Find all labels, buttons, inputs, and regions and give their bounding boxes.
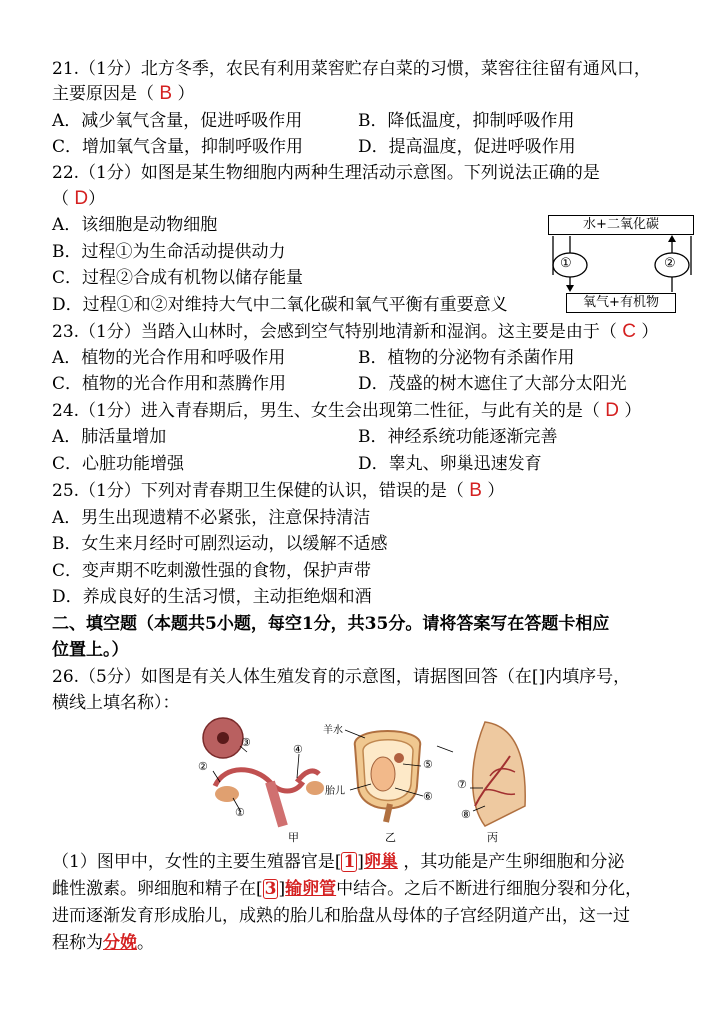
q23-option-a: A．植物的光合作用和呼吸作用 [52,348,286,368]
q24-option-c: C．心脏功能增强 [52,454,185,474]
fig-num-2: ② [198,760,208,773]
fig-num-6: ⑥ [423,790,433,803]
fig-num-8: ⑧ [461,808,471,821]
q21-option-b: B．降低温度，抑制呼吸作用 [358,111,575,131]
fig-num-5: ⑤ [423,758,433,771]
q23-answer: C [622,321,636,342]
q26-part1-line3: 进而逐渐发育形成胎儿，成熟的胎儿和胎盘从母体的子宫经阴道产出，这一过 [52,906,630,926]
q21-stem: 21.（1分）北方冬季，农民有利用菜窖贮存白菜的习惯，菜窖往往留有通风口， [52,59,651,79]
q26-figure [185,716,530,844]
q26-answer-2-number: 3 [264,879,277,899]
q22-option-a: A．该细胞是动物细胞 [52,215,218,235]
q22-option-c: C．过程②合成有机物以储存能量 [52,268,304,288]
fig-num-1: ① [235,806,245,819]
q22-answer: D [74,188,89,209]
q23-option-b: B．植物的分泌物有杀菌作用 [358,348,575,368]
q25-option-b: B．女生来月经时可剧烈运动，以缓解不适感 [52,534,388,554]
q26-stem: 26.（5分）如图是有关人体生殖发育的示意图，请据图回答（在[]内填序号， [52,667,631,687]
fig-num-3: ③ [241,736,251,749]
fig-caption-yi: 乙 [385,831,396,844]
q26-part1-line2: 雌性激素。卵细胞和精子在[ 3 ]输卵管中结合。之后不断进行细胞分裂和分化， [52,879,643,899]
fig-caption-bing: 丙 [487,831,498,844]
q21-answer: B [159,83,173,104]
q23-option-c: C．植物的光合作用和蒸腾作用 [52,374,287,394]
q21-option-c: C．增加氧气含量，抑制呼吸作用 [52,137,304,157]
fig-caption-jia: 甲 [288,831,299,844]
q24-option-d: D．睾丸、卵巢迅速发育 [358,454,542,474]
q25-option-a: A．男生出现遗精不必紧张，注意保持清洁 [52,508,371,528]
diagram-bottom-box: 氧气+有机物 [566,293,676,313]
fig-num-4: ④ [293,743,303,756]
q23-option-d: D．茂盛的树木遮住了大部分太阳光 [358,374,627,394]
q26-answer-3: 分娩 [103,933,137,953]
q22-option-b: B．过程①为生命活动提供动力 [52,242,286,262]
q25-option-c: C．变声期不吃刺激性强的食物，保护声带 [52,561,372,581]
fig-label-fetus: 胎儿 [325,786,345,797]
diagram-top-box: 水+二氧化碳 [548,215,694,235]
q25-answer: B [469,480,482,501]
q25-stem: 25.（1分）下列对青春期卫生保健的认识，错误的是（ B ） [52,480,505,501]
q26-answer-2-name: 输卵管 [285,879,337,899]
section2-heading-line2: 位置上。） [52,640,129,660]
q22-diagram [548,215,696,315]
q24-option-a: A．肺活量增加 [52,427,167,447]
fig-num-7: ⑦ [457,778,467,791]
q22-stem-line2: （ D） [52,188,106,209]
q24-answer: D [605,400,619,421]
q26-part1-line4: 程称为分娩。 [52,933,154,953]
q24-stem: 24.（1分）进入青春期后，男生、女生会出现第二性征，与此有关的是（ D ） [52,400,642,421]
diagram-label-1: ① [560,256,572,271]
q26-answer-1-number: 1 [343,852,356,872]
q25-option-d: D．养成良好的生活习惯，主动拒绝烟和酒 [52,587,372,607]
q23-stem: 23.（1分）当踏入山林时，会感到空气特别地清新和湿润。这主要是由于（ C ） [52,321,659,342]
q26-part1-line1: （1）图甲中，女性的主要生殖器官是[ 1 ]卵巢 ，其功能是产生卵细胞和分泌 [52,852,625,872]
diagram-label-2: ② [664,256,676,271]
q26-stem-line2: 横线上填名称）： [52,693,180,713]
q26-answer-1-name: 卵巢 [363,852,398,872]
reproductive-illustration [185,716,530,844]
fig-label-amniotic: 羊水 [323,725,343,736]
q21-option-a: A．减少氧气含量，促进呼吸作用 [52,111,303,131]
q24-option-b: B．神经系统功能逐渐完善 [358,427,558,447]
q22-option-d: D．过程①和②对维持大气中二氧化碳和氧气平衡有重要意义 [52,295,508,315]
q21-option-d: D．提高温度，促进呼吸作用 [358,137,576,157]
q22-stem: 22.（1分）如图是某生物细胞内两种生理活动示意图。下列说法正确的是 [52,163,600,183]
q21-stem-line2: 主要原因是（ B ） [52,83,195,104]
section2-heading: 二、填空题（本题共5小题，每空1分，共35分。请将答案写在答题卡相应 [52,614,610,634]
